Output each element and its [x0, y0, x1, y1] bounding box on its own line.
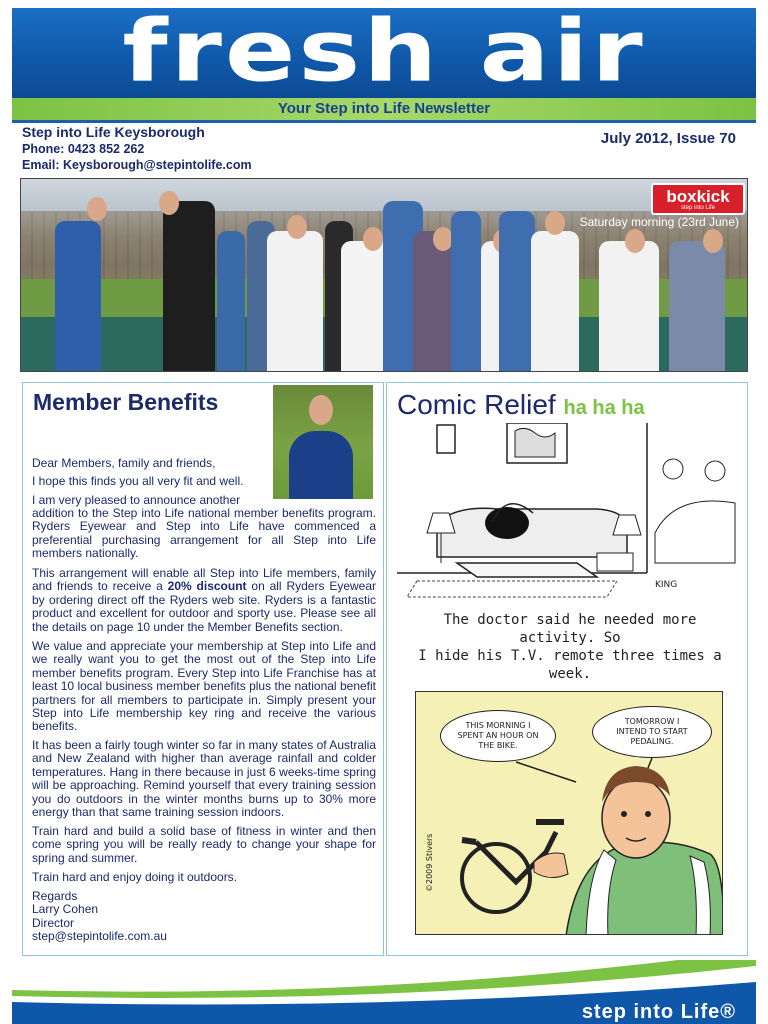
paragraph: Train hard and build a solid base of fitness in winter and then come spring you will be really ready to change your shape for spring and summer. [32, 824, 376, 865]
tagline-bar [12, 98, 756, 120]
email: Email: Keysborough@stepintolife.com [22, 158, 252, 172]
person-figure [267, 231, 323, 371]
boxkick-logo [651, 183, 745, 215]
person-head [159, 191, 179, 215]
comic-title-text: Comic Relief [397, 389, 556, 420]
paragraph [32, 567, 376, 634]
sign-email[interactable]: step@stepintolife.com.au [32, 929, 167, 944]
paragraph: We value and appreciate your membership at Step into Life and we really want you to get the most out of the Step into Life member benefits program. Every Step into Life Franchise has at least 10 local business member benefits plus the national benefit partners for all members to participate in. Simply present your Step into Life membership key ring and receive the various benefits. [32, 639, 376, 734]
person-head [87, 197, 107, 221]
person-head [287, 215, 307, 239]
group-photo [20, 178, 748, 372]
person-head [433, 227, 453, 251]
divider [12, 120, 756, 123]
phone: Phone: 0423 852 262 [22, 142, 145, 156]
person-head [363, 227, 383, 251]
boxkick-logo-text: boxkick [666, 187, 730, 206]
paragraph-text: This arrangement will enable all Step into Life members, family and friends to receive a [32, 566, 376, 594]
person-figure [669, 241, 725, 371]
org-name: Step into Life Keysborough [22, 124, 205, 140]
contact-block [22, 124, 252, 173]
issue-date: July 2012, Issue 70 [600, 130, 736, 147]
person-figure [163, 201, 215, 371]
paragraph: I hope this finds you all very fit and well. [32, 474, 244, 488]
person-figure [599, 241, 659, 371]
person-head [625, 229, 645, 253]
footer-banner [12, 960, 756, 1024]
member-benefits-title: Member Benefits [33, 389, 219, 415]
tagline: Your Step into Life Newsletter [277, 100, 491, 117]
boxkick-logo-sub: step into Life [680, 205, 716, 211]
paragraph: It has been a fairly tough winter so far in many states of Australia and New Zealand with higher than average rainfall and colder temperatures. Hang in there because in just 6 weeks-time spring will be approaching. Remind yourself that every training session you do outdoors in the winter months burns up to 30% more energy than that same training session indoors. [32, 738, 376, 820]
paragraph: Train hard and enjoy doing it outdoors. [32, 870, 238, 884]
comic-ha-text: ha ha ha [563, 397, 645, 419]
speech-bubble-right: TOMORROW I INTEND TO START PEDALING. [592, 706, 712, 758]
masthead-banner [12, 8, 756, 98]
footer-brand: step into Life® [581, 1001, 736, 1023]
paragraph-text: on all Ryders Eyewear by ordering direct off the Ryders web site. Ryders is a fantastic product and excellent for outdoor and sporty use. Please see all the details on page 10 under the Member Benefits section. [32, 579, 377, 634]
comic-relief-panel [386, 382, 748, 956]
sign-regards: Regards [32, 889, 78, 903]
cartoon-couch-illustration [397, 423, 737, 605]
comic-relief-title [397, 389, 645, 421]
cartoon2-signature: ©2009 Stivers [425, 833, 434, 892]
photo-caption: Saturday morning (23rd June) [579, 215, 739, 229]
sign-title: Director [32, 915, 75, 930]
sign-name: Larry Cohen [32, 902, 99, 917]
signature-block [32, 890, 376, 944]
cartoon-bike-illustration [415, 691, 723, 935]
person-figure [531, 231, 579, 371]
person-figure [451, 211, 481, 371]
cartoon1-signature: KING [655, 580, 678, 590]
person-head [545, 211, 565, 235]
person-figure [55, 221, 101, 371]
speech-bubble-left: THIS MORNING I SPENT AN HOUR ON THE BIKE. [440, 710, 556, 762]
person-head [703, 229, 723, 253]
person-figure [499, 211, 535, 371]
paragraph: I am very pleased to announce another [32, 493, 241, 507]
bike-scene-drawing [416, 692, 723, 935]
person-figure [217, 231, 245, 371]
newsletter-title: fresh air [122, 8, 646, 98]
member-benefits-panel [22, 382, 384, 956]
greeting: Dear Members, family and friends, [32, 456, 216, 470]
portrait-head [309, 395, 333, 425]
caption-line: I hide his T.V. remote three times a week. [418, 648, 722, 682]
caption-line: The doctor said he needed more activity. So [443, 612, 697, 646]
cartoon1-caption [405, 611, 735, 683]
discount-highlight: 20% discount [167, 579, 247, 594]
paragraph: addition to the Step into Life national member benefits program. Ryders Eyewear and Step into Life have commenced a preferential purchasing arrangement for all Step into Life members nationally. [32, 506, 376, 561]
